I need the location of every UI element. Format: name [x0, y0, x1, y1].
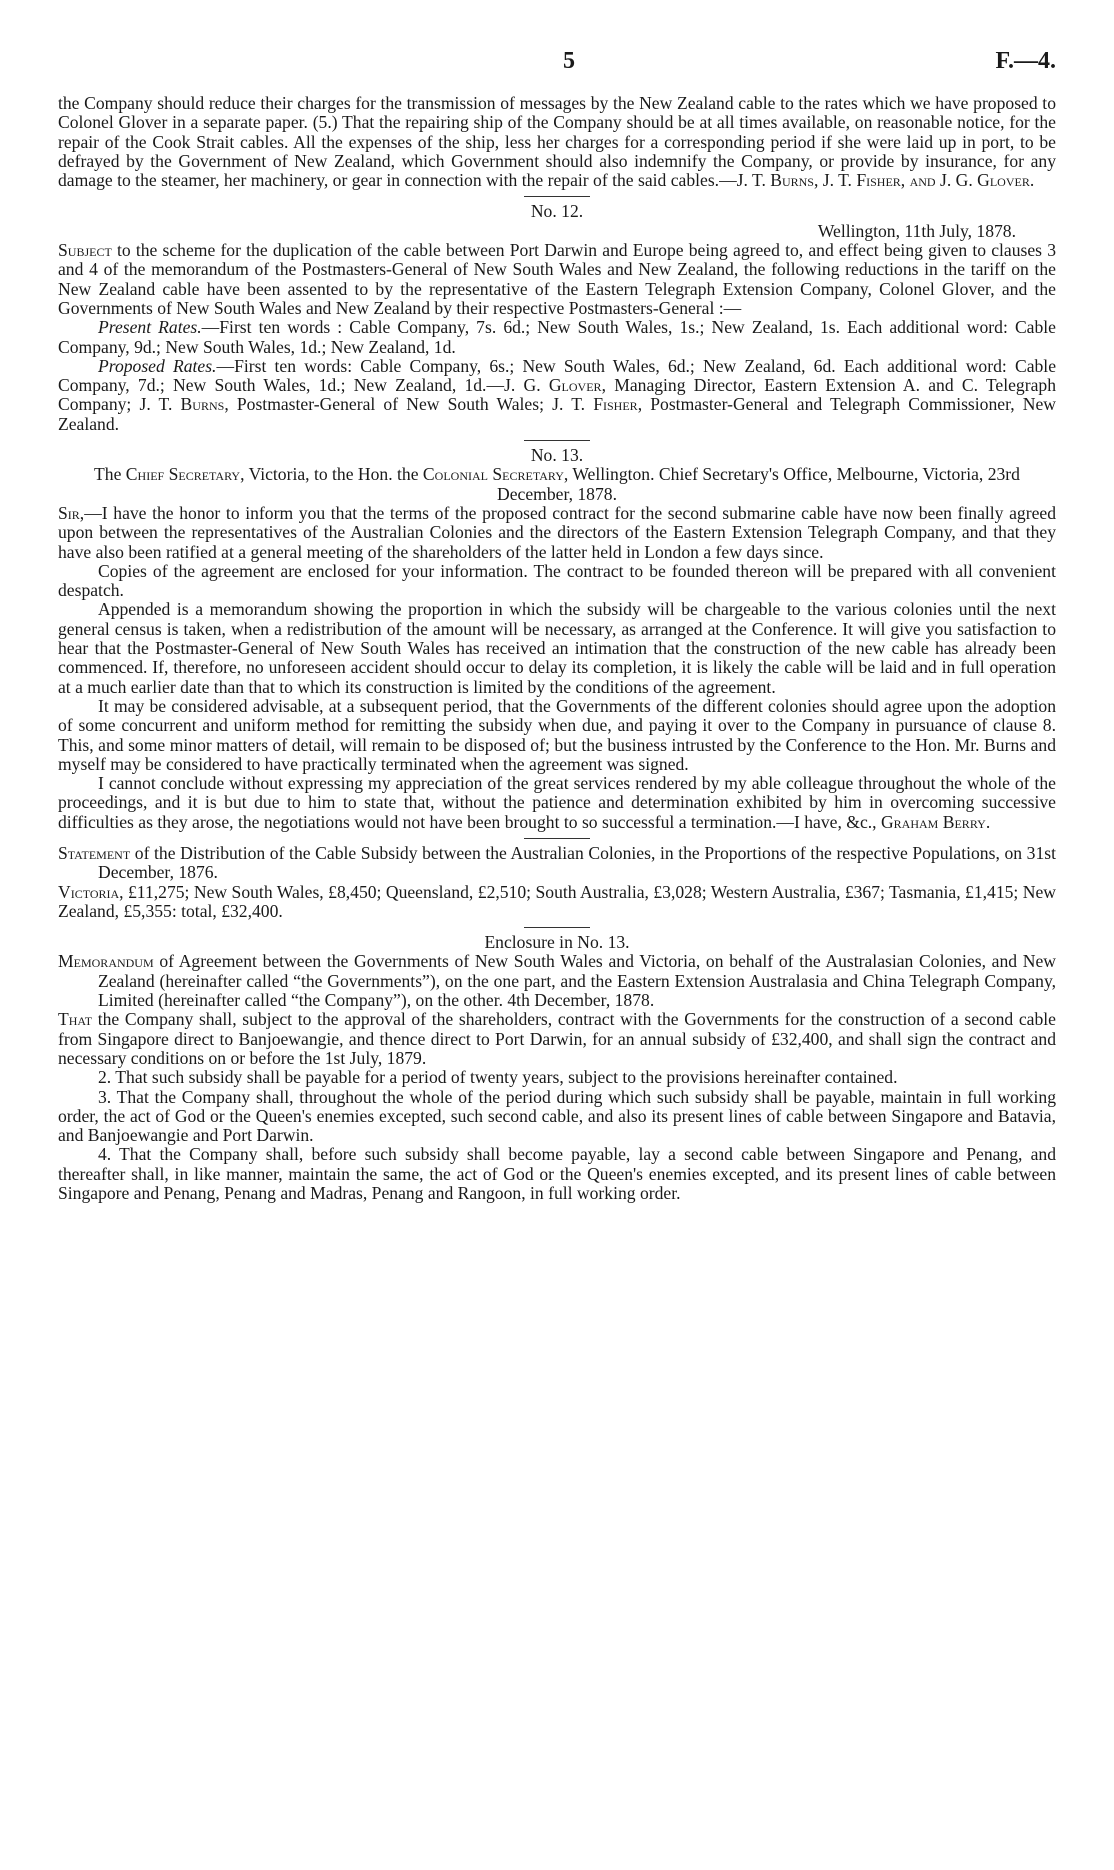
address-from: Chief Secretary	[125, 464, 241, 485]
clause-2: 2. That such subsidy shall be payable for a period of twenty years, subject to the provisions hereinafter contained.	[98, 1067, 898, 1088]
enclosure-memorandum	[58, 952, 1056, 1010]
address-prefix: The	[94, 464, 126, 485]
proposed-rates-text: —First ten words: Cable Company, 6s.; New South Wales, 6d.; New Zealand, 6d. Each additional word: Cable Company, 7d.; New South Wales, 1d.; New Zealand, 1d.—	[58, 355, 1056, 396]
statement-amounts-text: , £11,275; New South Wales, £8,450; Queensland, £2,510; South Australia, £3,028; Western Australia, £367; Tasmania, £1,415; New Zealand, £5,355: total, £32,400.	[58, 881, 1056, 921]
clause-1-lead-word: That	[58, 1009, 93, 1030]
clause-1	[58, 1010, 1056, 1068]
no13-address	[58, 465, 1056, 504]
no13-para-5	[58, 774, 1056, 832]
no12-body	[58, 241, 1056, 318]
intro-signatories: J. T. Burns, J. T. Fisher, and J. G. Glover.	[736, 170, 1035, 191]
clause-1-text: the Company shall, subject to the approval of the shareholders, contract with the Governments for the construction of a second cable from Singapore direct to Banjoewangie, and thence direct to Port Darwin, for an annual subsidy of £32,400, and shall sign the contract and necessary conditions on or before the 1st July, 1879.	[58, 1009, 1056, 1068]
address-post: , Wellington.	[563, 464, 655, 485]
no12-body-text: to the scheme for the duplication of the cable between Port Darwin and Europe being agreed to, and effect being given to clauses 3 and 4 of the memorandum of the Postmasters-General of New South Wales and New Zealand, the following reductions in the tariff on the New Zealand cable have been assented to by the representative of the Eastern Telegraph Extension Company, Colonel Glover, and the Governments of New South Wales and New Zealand by their respective Postmasters-General :—	[58, 240, 1056, 318]
intro-text: the Company should reduce their charges for the transmission of messages by the New Zealand cable to the rates which we have proposed to Colonel Glover in a separate paper. (5.) That the repairing ship of the Company should be at all times available, on reasonable notice, for the repair of the Cook Strait cables. All the expenses of the ship, less her charges for a corresponding period if she were laid up in port, to be defrayed by the Government of New Zealand, which Government should also indemnify the Company, or provide by insurance, for any damage to the steamer, her machinery, or gear in connection with the repair of the said cables.—	[58, 93, 1056, 191]
no13-para-1	[58, 504, 1056, 562]
signature: Graham Berry.	[880, 811, 991, 832]
signatory-fisher: J. T. Fisher	[552, 394, 638, 415]
section-divider	[524, 927, 590, 928]
no13-para-3: Appended is a memorandum showing the proportion in which the subsidy will be chargeable to the various colonies until the next general census is taken, when a redistribution of the amount will be necessary, as arranged at the Conference. It will give you satisfaction to hear that the Postmaster-General of New South Wales has received an intimation that the construction of the new cable has already been commenced. If, therefore, no unforeseen accident should occur to delay its completion, it is likely the cable will be laid and in full operation at a much earlier date than that to which its construction is limited by the conditions of the agreement.	[58, 599, 1056, 697]
section-divider	[524, 196, 590, 197]
section-divider	[524, 440, 590, 441]
running-head	[58, 38, 1056, 94]
present-rates-label: Present Rates.	[98, 317, 202, 338]
signatory-burns-role: , Postmaster-General of New South Wales;	[224, 394, 553, 415]
section-divider	[524, 838, 590, 839]
no12-dateline: Wellington, 11th July, 1878.	[817, 220, 1016, 241]
signatory-glover: J. G. Glover	[504, 375, 602, 396]
enclosure-heading: Enclosure in No. 13.	[484, 932, 630, 953]
para-5-text: I cannot conclude without expressing my appreciation of the great services rendered by my able colleague throughout the whole of the proceedings, and it is but due to him to state that, without the patience and determination exhibited by him in overcoming successive difficulties as they arose, the negotiations would not have been brought to so successful a termination.—I have, &c.,	[58, 773, 1056, 832]
memorandum-lead-word: Memorandum	[58, 951, 154, 972]
statement-title-text: of the Distribution of the Cable Subsidy between the Australian Colonies, in the Proportions of the respective Populations, on 31st December, 1876.	[98, 842, 1056, 883]
address-to: Colonial Secretary	[422, 464, 564, 485]
statement-amounts	[58, 883, 1056, 922]
present-rates-text: —First ten words : Cable Company, 7s. 6d.; New South Wales, 1s.; New Zealand, 1s. Each additional word: Cable Company, 9d.; New South Wales, 1d.; New Zealand, 1d.	[58, 317, 1056, 357]
address-mid: , Victoria, to the Hon. the	[240, 464, 423, 485]
statement-lead-word: Statement	[58, 842, 131, 863]
proposed-rates-label: Proposed Rates.	[98, 355, 217, 376]
signatory-burns: J. T. Burns	[139, 394, 225, 415]
salutation: Sir,	[58, 502, 85, 523]
clause-3: 3. That the Company shall, throughout the whole of the period during which such subsidy shall be payable, maintain in full working order, the act of God or the Queen's enemies excepted, such second cable, and also its present lines of cable between Singapore and Batavia, and Banjoewangie and Port Darwin.	[58, 1086, 1056, 1146]
no12-heading: No. 12.	[530, 201, 584, 222]
signatory-glover-role: , Managing Director, Eastern Extension A. and C. Telegraph Company;	[58, 375, 1056, 415]
page-number: 5	[563, 48, 575, 74]
para-1-text: —I have the honor to inform you that the terms of the proposed contract for the second submarine cable have now been finally agreed upon between the representatives of the Australian Colonies and the directors of the Eastern Extension Telegraph Company, and that they have also been ratified at a general meeting of the shareholders of the latter held in London a few days since.	[58, 502, 1056, 562]
no13-para-4: It may be considered advisable, at a subsequent period, that the Governments of the different colonies should agree upon the adoption of some concurrent and uniform method for remitting the subsidy when due, and paying it over to the Company in pursuance of clause 8. This, and some minor matters of detail, will remain to be disposed of; but the business intrusted by the Conference to the Hon. Mr. Burns and myself may be considered to have practically terminated when the agreement was signed.	[58, 695, 1056, 774]
memorandum-text: of Agreement between the Governments of New South Wales and Victoria, on behalf of the Australasian Colonies, and New Zealand (hereinafter called “the Governments”), on the one part, and the Eastern Extension Australasia and China Telegraph Company, Limited (hereinafter called “the Company”), on the other. 4th December, 1878.	[98, 951, 1056, 1011]
clause-4: 4. That the Company shall, before such subsidy shall become payable, lay a second cable between Singapore and Penang, and thereafter shall, in like manner, maintain the same, the act of God or the Queen's enemies excepted, and its present lines of cable between Singapore and Penang, Penang and Madras, Penang and Rangoon, in full working order.	[58, 1144, 1056, 1204]
address-office: Chief Secretary's Office, Melbourne, Victoria, 23rd December, 1878.	[497, 464, 1020, 504]
series-code: F.—4.	[995, 48, 1056, 74]
no12-lead-word: Subject	[58, 240, 112, 261]
no13-para-2: Copies of the agreement are enclosed for your information. The contract to be founded thereon will be prepared with all convenient despatch.	[58, 560, 1056, 601]
statement-first-colony: Victoria	[58, 881, 120, 902]
no12-proposed-rates	[58, 357, 1056, 434]
intro-paragraph	[58, 94, 1056, 190]
statement-title	[58, 844, 1056, 883]
signatory-fisher-role: , Postmaster-General and Telegraph Commissioner, New Zealand.	[58, 394, 1056, 434]
no12-present-rates	[58, 318, 1056, 357]
no13-heading: No. 13.	[530, 445, 584, 466]
